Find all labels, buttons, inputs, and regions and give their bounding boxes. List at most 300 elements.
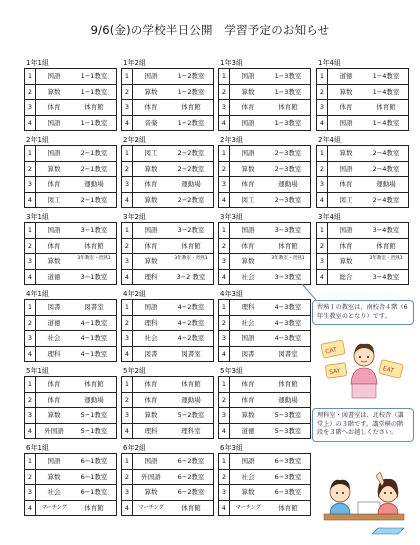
subject: 国語 (144, 226, 158, 234)
period-row (122, 269, 213, 285)
room: 1−2教室 (177, 118, 205, 127)
period-number: 4 (219, 347, 230, 362)
period-number: 3 (122, 177, 133, 192)
room: 体育館 (278, 241, 298, 250)
room: 4−3教室 (274, 303, 302, 311)
period-number: 1 (122, 223, 133, 238)
class-name: 5年1組 (26, 367, 49, 375)
room: 3年教室・習熟1 (77, 256, 111, 261)
subject: 算数 (47, 164, 61, 173)
class-schedule (121, 444, 214, 516)
period-row (219, 146, 310, 161)
period-number: 2 (122, 393, 133, 408)
period-number: 4 (25, 347, 36, 362)
period-number: 1 (219, 454, 230, 469)
class-name: 4年1組 (26, 290, 49, 298)
room: 5−2教室 (177, 411, 205, 419)
class-name: 5年2組 (123, 367, 146, 375)
room: 1−3教室 (274, 87, 302, 96)
subject: 体育 (144, 103, 158, 111)
period-row (25, 99, 116, 115)
subject: マーチング (235, 504, 261, 511)
subject: 音楽 (144, 118, 158, 127)
subject: 社会 (241, 272, 255, 281)
period-row (25, 330, 116, 346)
class-schedule (218, 290, 311, 362)
class-schedule (218, 59, 311, 131)
class-name: 6年3組 (220, 444, 243, 452)
room: 運動場 (181, 180, 201, 188)
period-row (219, 192, 310, 208)
class-schedule (121, 59, 214, 131)
period-number: 2 (122, 316, 133, 331)
period-number: 2 (219, 316, 230, 331)
period-table (121, 145, 214, 208)
period-row (219, 346, 310, 362)
subject: 理科 (241, 303, 255, 311)
class-name: 4年3組 (220, 290, 243, 298)
period-number: 1 (122, 146, 133, 161)
period-number: 1 (25, 377, 36, 392)
subject: 図工 (47, 195, 61, 204)
room: 体育館 (376, 241, 396, 250)
period-number: 2 (25, 239, 36, 254)
period-number: 4 (122, 193, 133, 208)
subject: 体育 (144, 380, 158, 388)
room: 3−4教室 (372, 226, 400, 234)
subject: 国語 (339, 164, 353, 173)
room: 1−4教室 (372, 72, 400, 80)
subject: 算数 (339, 257, 353, 265)
period-row (122, 253, 213, 269)
class-schedule (121, 213, 214, 285)
period-number: 1 (219, 146, 230, 161)
period-row (219, 377, 310, 392)
subject: 理科 (144, 272, 158, 281)
period-row (122, 469, 213, 485)
subject: 理科 (144, 318, 158, 327)
subject: 体育 (241, 395, 255, 404)
class-schedule (24, 290, 117, 362)
period-number: 3 (219, 177, 230, 192)
card-eat: EAT (382, 365, 395, 375)
period-number: 4 (219, 270, 230, 285)
period-number: 4 (317, 270, 328, 285)
room: 4−1教室 (80, 334, 108, 342)
subject: 算数 (144, 411, 158, 419)
period-number: 3 (25, 177, 36, 192)
room: 1−1教室 (80, 118, 108, 127)
room: 1−2教室 (177, 87, 205, 96)
class-name: 2年1組 (26, 136, 49, 144)
room: 6−2教室 (177, 472, 205, 481)
room: 4−1教室 (80, 349, 108, 358)
class-schedule (121, 136, 214, 208)
subject: 図工 (144, 149, 158, 157)
room: 1−4教室 (372, 87, 400, 96)
period-row (122, 238, 213, 254)
period-number: 2 (317, 239, 328, 254)
period-number: 1 (122, 69, 133, 84)
period-row (122, 115, 213, 131)
period-row (219, 454, 310, 469)
room: 4−3教室 (274, 318, 302, 327)
period-number: 2 (25, 393, 36, 408)
period-number: 1 (219, 300, 230, 315)
class-name: 1年3組 (220, 59, 243, 67)
class-name: 3年1組 (26, 213, 49, 221)
period-number: 4 (219, 193, 230, 208)
class-name: 1年2組 (123, 59, 146, 67)
room: 6−1教室 (80, 457, 108, 465)
room: 3−4教室 (372, 272, 400, 281)
class-schedule (316, 213, 409, 285)
room: 2−1教室 (80, 164, 108, 173)
period-row (122, 146, 213, 161)
period-row (25, 377, 116, 392)
room: 1−1教室 (80, 87, 108, 96)
room: 運動場 (278, 180, 298, 188)
room: 2−2教室 (177, 164, 205, 173)
room: 3−2教室 (177, 226, 205, 234)
period-row (317, 115, 408, 131)
period-row (25, 392, 116, 408)
period-number: 3 (219, 254, 230, 269)
period-number: 4 (219, 501, 230, 516)
period-number: 4 (317, 193, 328, 208)
class-name: 6年2組 (123, 444, 146, 452)
period-row (317, 84, 408, 100)
period-table (121, 68, 214, 131)
period-row (122, 223, 213, 238)
card-say: SAY (328, 367, 341, 376)
room: 運動場 (181, 395, 201, 404)
subject: 算数 (241, 488, 255, 496)
children-illustration (318, 468, 410, 536)
subject: 体育 (339, 180, 353, 188)
room: 6−3教室 (274, 472, 302, 481)
room: 体育館 (376, 103, 396, 111)
room: 2−3教室 (274, 149, 302, 157)
class-schedule (218, 367, 311, 439)
subject: 体育 (144, 241, 158, 250)
subject: 図書 (47, 303, 61, 311)
room: 運動場 (84, 180, 104, 188)
period-row (122, 392, 213, 408)
period-number: 4 (25, 501, 36, 516)
period-number: 3 (122, 331, 133, 346)
room: 6−3教室 (274, 488, 302, 496)
period-row (122, 377, 213, 392)
room: 図書室 (278, 349, 298, 358)
period-row (317, 223, 408, 238)
room: 体育館 (181, 503, 201, 512)
subject: 図工 (339, 195, 353, 204)
period-row (122, 300, 213, 315)
subject: 国語 (241, 149, 255, 157)
period-row (219, 407, 310, 423)
subject: マーチング (41, 504, 67, 511)
period-row (122, 99, 213, 115)
period-number: 1 (317, 69, 328, 84)
period-number: 2 (25, 85, 36, 100)
teacher-illustration (318, 336, 410, 404)
period-row (317, 192, 408, 208)
subject: 算数 (144, 87, 158, 96)
period-row (317, 99, 408, 115)
room: 体育館 (181, 380, 201, 388)
subject: 算数 (144, 488, 158, 496)
subject: 社会 (241, 318, 255, 327)
room: 2−2教室 (177, 195, 205, 204)
subject: 道徳 (339, 72, 353, 80)
subject: 算数 (339, 149, 353, 157)
period-number: 2 (317, 162, 328, 177)
subject: 道徳 (241, 426, 255, 435)
period-row (25, 146, 116, 161)
subject: 体育 (339, 103, 353, 111)
period-table (218, 299, 311, 362)
period-row (122, 484, 213, 500)
class-schedule (24, 59, 117, 131)
period-number: 3 (317, 100, 328, 115)
room: 4−2教室 (177, 303, 205, 311)
period-row (122, 454, 213, 469)
period-number: 3 (122, 485, 133, 500)
subject: 道徳 (47, 272, 61, 281)
period-table (24, 299, 117, 362)
class-schedule (24, 444, 117, 516)
period-number: 3 (219, 100, 230, 115)
subject: 国語 (241, 118, 255, 127)
subject: 図書 (144, 349, 158, 358)
subject: 図工 (241, 195, 255, 204)
period-row (122, 315, 213, 331)
room: 4−3教室 (274, 334, 302, 342)
subject: 国語 (339, 226, 353, 234)
period-number: 4 (122, 270, 133, 285)
period-row (317, 269, 408, 285)
subject: 総合 (339, 272, 353, 281)
period-row (317, 238, 408, 254)
period-row (25, 423, 116, 439)
subject: 体育 (144, 395, 158, 404)
subject: 外国語 (44, 426, 64, 435)
period-row (25, 69, 116, 84)
period-table (24, 222, 117, 285)
period-row (25, 454, 116, 469)
period-table (24, 376, 117, 439)
room: 5−3教室 (274, 411, 302, 419)
subject: 体育 (144, 180, 158, 188)
class-schedule (218, 213, 311, 285)
period-table (218, 68, 311, 131)
subject: 算数 (47, 87, 61, 96)
period-row (122, 330, 213, 346)
period-row (122, 192, 213, 208)
class-name: 1年4組 (318, 59, 341, 67)
period-number: 1 (219, 223, 230, 238)
period-number: 2 (219, 470, 230, 485)
subject: 体育 (47, 103, 61, 111)
period-row (25, 315, 116, 331)
class-schedule (121, 290, 214, 362)
subject: 算数 (47, 257, 61, 265)
period-number: 4 (122, 347, 133, 362)
period-number: 4 (25, 193, 36, 208)
subject: 体育 (241, 241, 255, 250)
subject: 国語 (241, 226, 255, 234)
period-row (25, 238, 116, 254)
subject: 体育 (339, 241, 353, 250)
period-table (218, 376, 311, 439)
period-row (122, 407, 213, 423)
subject: 理科 (47, 349, 61, 358)
room: 4−1教室 (80, 318, 108, 327)
room: 6−1教室 (80, 488, 108, 496)
period-row (219, 115, 310, 131)
room: 2−3教室 (274, 164, 302, 173)
period-row (122, 500, 213, 516)
period-number: 3 (219, 408, 230, 423)
room: 3−3教室 (274, 226, 302, 234)
period-number: 1 (122, 454, 133, 469)
period-row (25, 346, 116, 362)
room: 図書室 (84, 303, 104, 311)
subject: 理科 (144, 426, 158, 435)
period-row (25, 192, 116, 208)
period-row (122, 423, 213, 439)
subject: 図書 (241, 349, 255, 358)
period-row (219, 84, 310, 100)
period-number: 4 (25, 270, 36, 285)
subject: 体育 (241, 380, 255, 388)
period-number: 1 (317, 146, 328, 161)
period-number: 3 (25, 485, 36, 500)
period-number: 2 (122, 162, 133, 177)
class-schedule (218, 136, 311, 208)
subject: 国語 (144, 457, 158, 465)
subject: 道徳 (47, 318, 61, 327)
subject: 算数 (241, 164, 255, 173)
period-row (25, 484, 116, 500)
room: 1−2教室 (177, 72, 205, 80)
subject: 社会 (47, 488, 61, 496)
period-number: 1 (219, 377, 230, 392)
period-row (219, 300, 310, 315)
period-number: 2 (122, 239, 133, 254)
period-row (317, 161, 408, 177)
period-number: 1 (25, 454, 36, 469)
class-name: 6年1組 (26, 444, 49, 452)
note-text: 習熟１の教室は、南校舎４階（6年生教室のとなり）です。 (317, 304, 408, 320)
period-table (121, 222, 214, 285)
period-table (24, 145, 117, 208)
period-number: 3 (25, 331, 36, 346)
period-row (317, 176, 408, 192)
period-number: 1 (25, 146, 36, 161)
subject: マーチング (138, 504, 164, 511)
period-number: 2 (219, 239, 230, 254)
period-row (25, 500, 116, 516)
room: 図書室 (181, 349, 201, 358)
period-row (219, 161, 310, 177)
period-row (219, 223, 310, 238)
period-table (218, 222, 311, 285)
room: 5−1教室 (80, 426, 108, 435)
period-number: 2 (219, 393, 230, 408)
room: 3−3教室 (274, 272, 302, 281)
note-text: 理科室・図書室は、北校舎（講堂上）の３階です。講堂横の階段を３階へお越しください。 (317, 412, 404, 436)
room: 3年教室・習熟1 (174, 256, 208, 261)
subject: 算数 (144, 257, 158, 265)
room: 1−1教室 (80, 72, 108, 80)
subject: 体育 (47, 380, 61, 388)
subject: 算数 (47, 411, 61, 419)
class-schedule (24, 136, 117, 208)
period-row (25, 269, 116, 285)
period-row (219, 423, 310, 439)
class-name: 3年2組 (123, 213, 146, 221)
subject: 国語 (241, 334, 255, 342)
room: 2−4教室 (372, 195, 400, 204)
callout-pointer (300, 282, 320, 304)
subject: 社会 (144, 334, 158, 342)
room: 運動場 (84, 395, 104, 404)
period-row (25, 253, 116, 269)
period-number: 4 (317, 116, 328, 131)
period-row (317, 69, 408, 84)
subject: 国語 (144, 303, 158, 311)
class-name: 2年4組 (318, 136, 341, 144)
subject: 国語 (47, 149, 61, 157)
period-number: 4 (122, 116, 133, 131)
period-row (25, 176, 116, 192)
period-row (25, 84, 116, 100)
period-row (122, 176, 213, 192)
period-row (25, 161, 116, 177)
period-row (219, 500, 310, 516)
class-name: 5年3組 (220, 367, 243, 375)
period-row (219, 484, 310, 500)
class-name: 4年2組 (123, 290, 146, 298)
room: 体育館 (181, 241, 201, 250)
subject: 国語 (241, 72, 255, 80)
room: 理科室 (181, 426, 201, 435)
period-number: 2 (25, 470, 36, 485)
room: 3年教室・習熟1 (369, 256, 403, 261)
class-schedule (121, 367, 214, 439)
class-schedule (24, 213, 117, 285)
period-number: 3 (317, 177, 328, 192)
subject: 算数 (144, 164, 158, 173)
period-number: 2 (122, 85, 133, 100)
period-table (121, 376, 214, 439)
room: 6−2教室 (177, 488, 205, 496)
subject: 算数 (241, 411, 255, 419)
period-number: 1 (219, 69, 230, 84)
period-number: 2 (317, 85, 328, 100)
period-row (219, 269, 310, 285)
subject: 算数 (47, 472, 61, 481)
period-number: 3 (219, 331, 230, 346)
class-schedule (218, 444, 311, 516)
period-row (219, 469, 310, 485)
room: 運動場 (376, 180, 396, 188)
room: 2−1教室 (80, 149, 108, 157)
period-table (24, 453, 117, 516)
room: 体育館 (278, 103, 298, 111)
